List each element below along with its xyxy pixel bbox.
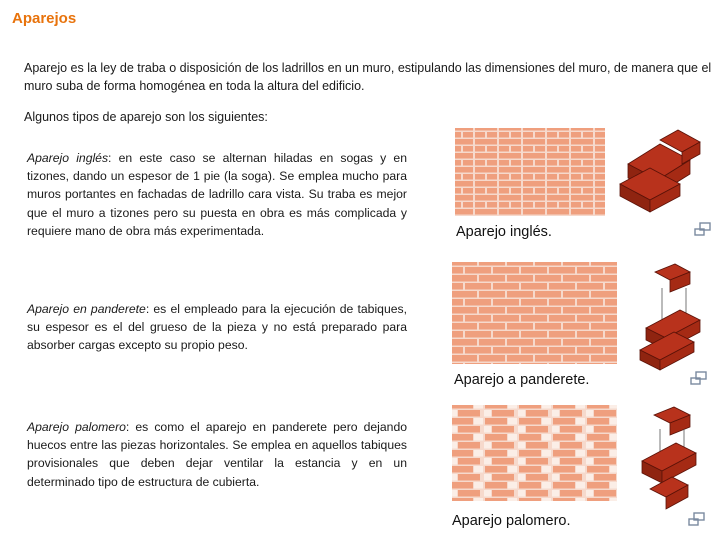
- enlarge-icon[interactable]: [690, 371, 708, 385]
- text-palomero: : es como el aparejo en panderete pero dejando huecos entre las piezas horizontales. Se emplea en aquellos tabiques provisionales que deben dejar ventilar la estancia y en un determinado tipo de estructura de cubierta.: [27, 420, 407, 489]
- figure-aparejo-panderete: [450, 258, 718, 392]
- text-ingles: : en este caso se alternan hiladas en sogas y en tizones, dando un espesor de 1 pie (la soga). Se emplea mucho para muros portantes en fachadas de ladrillo cara vista. Su traba es mejor que el muro a tizones pero su puesta en obra es más complicada y requiere mano de obra más experimentada.: [27, 151, 407, 238]
- types-intro: Algunos tipos de aparejo son los siguientes:: [24, 110, 268, 124]
- enlarge-icon[interactable]: [688, 512, 706, 526]
- term-ingles: Aparejo inglés: [27, 151, 109, 165]
- page-title: Aparejos: [12, 10, 77, 27]
- text-panderete: : es el empleado para la ejecución de tabiques, su espesor es el del grueso de la pieza y no está preparado para absorber cargas excepto su propio peso.: [27, 302, 407, 353]
- figure-aparejo-palomero: [450, 401, 718, 531]
- caption-ingles: Aparejo inglés.: [456, 224, 552, 240]
- enlarge-icon[interactable]: [694, 222, 712, 236]
- caption-panderete: Aparejo a panderete.: [454, 372, 590, 388]
- term-panderete: Aparejo en panderete: [27, 302, 146, 316]
- term-palomero: Aparejo palomero: [27, 420, 126, 434]
- caption-palomero: Aparejo palomero.: [452, 513, 571, 529]
- paragraph-palomero: [27, 418, 407, 491]
- figure-aparejo-ingles: [450, 124, 718, 242]
- brick-illustration-palomero: [450, 401, 718, 531]
- paragraph-panderete: [27, 300, 407, 355]
- paragraph-ingles: [27, 149, 407, 240]
- intro-paragraph: Aparejo es la ley de traba o disposición de los ladrillos en un muro, estipulando las dimensiones del muro, de manera que el muro suba de forma homogénea en toda la altura del edificio.: [24, 61, 712, 93]
